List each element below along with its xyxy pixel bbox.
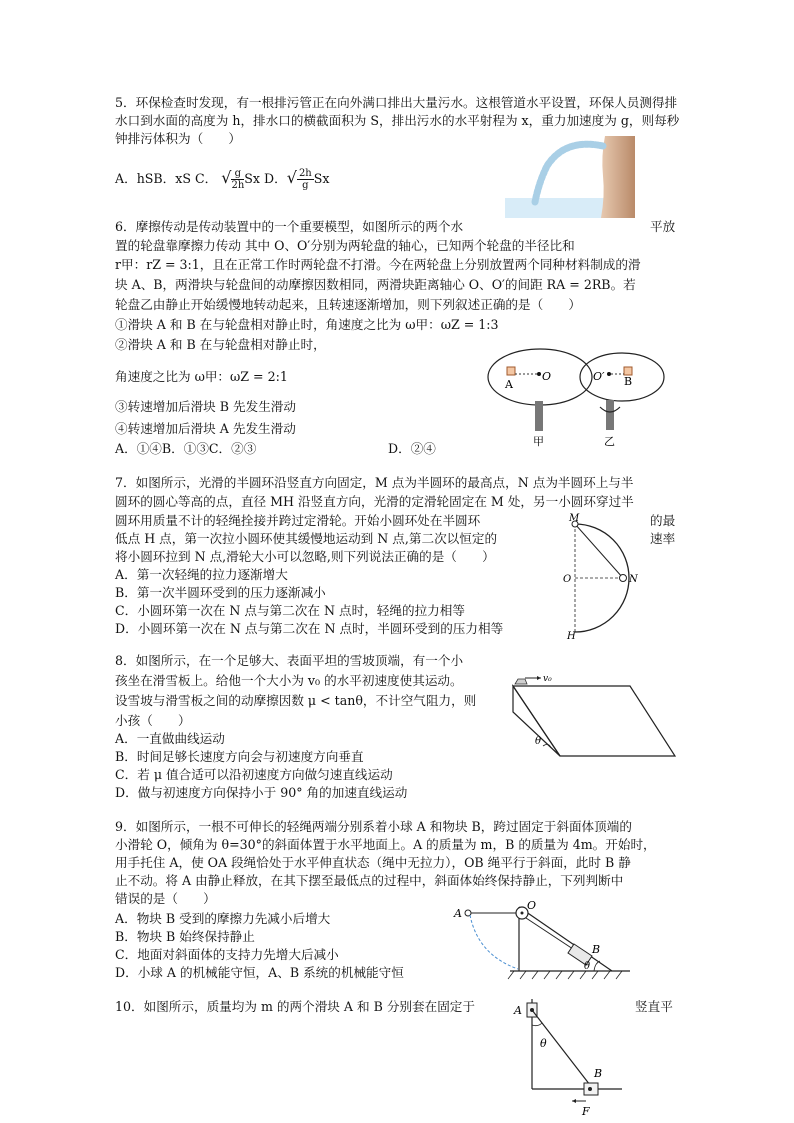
q5-optc-tail: Sx xyxy=(244,171,261,186)
q6-statement-1: ①滑块 A 和 B 在与轮盘相对静止时，角速度之比为 ω甲：ωZ = 1:3 xyxy=(115,317,499,332)
q5-optd-tail: Sx xyxy=(313,171,330,186)
q10-line1-a: 10．如图所示，质量均为 m 的两个滑块 A 和 B 分别套在固定于 xyxy=(115,999,475,1014)
q7-line3-b: 的最 xyxy=(650,513,676,528)
q5-optd-fraction xyxy=(297,168,314,191)
q6-statement-4: ④转速增加后滑块 A 先发生滑动 xyxy=(115,421,296,436)
q6-statement-3: ③转速增加后滑块 B 先发生滑动 xyxy=(115,399,296,414)
q5-options-ab: A．hSB．xS C． xyxy=(115,171,218,186)
q8-option-a: A．一直做曲线运动 xyxy=(115,731,225,746)
label-f: F xyxy=(582,1105,590,1118)
label-a: A xyxy=(505,378,513,391)
q6-line5: 轮盘乙由静止开始缓慢地转动起来，且转速逐渐增加，则下列叙述正确的是（ ） xyxy=(115,297,581,312)
wheel-jia xyxy=(488,349,592,405)
label-m: M xyxy=(569,513,580,524)
q9-line2: 小滑轮 O，倾角为 θ=30°的斜面体置于水平地面上。A 的质量为 m，B 的质量为 4m。开始时， xyxy=(115,837,656,852)
q6-option-d: D．②④ xyxy=(388,441,436,456)
q5-stem: 5．环保检查时发现，有一根排污管正在向外满口排出大量污水。这根管道水平设置，环保人员测得排水口到水面的高度为 h，排水口的横截面积为 S，排出污水的水平射程为 x，重力加速度为 g，则每秒钟排污体积为（ ） xyxy=(115,95,680,146)
q8-option-b: B．时间足够长速度方向会与初速度方向垂直 xyxy=(115,749,364,764)
q7-line3-a: 圆环用质量不计的轻绳拴接并跨过定滑轮。开始小圆环处在半圆环 xyxy=(115,513,481,528)
q8-line1: 8．如图所示，在一个足够大、表面平坦的雪坡顶端，有一个小 xyxy=(115,653,464,668)
q7-line1: 7．如图所示，光滑的半圆环沿竖直方向固定，M 点为半圆环的最高点，N 点为半圆环上与半 xyxy=(115,475,634,490)
q10-line1-b: 竖直平 xyxy=(635,999,673,1014)
axis-o2 xyxy=(607,372,611,376)
q6-statement-2: ②滑块 A 和 B 在与轮盘相对静止时， xyxy=(115,337,326,352)
label-h: H xyxy=(567,631,576,642)
q7-option-b: B．第一次半圆环受到的压力逐渐减小 xyxy=(115,585,326,600)
label-o: O xyxy=(542,370,552,383)
angle-arc xyxy=(543,744,551,748)
q5-optc-fraction xyxy=(231,168,244,191)
axis-o xyxy=(537,372,541,376)
q7-line4-b: 速率 xyxy=(650,531,676,546)
ground-hatch xyxy=(508,971,622,979)
angle-arc xyxy=(532,1023,542,1026)
label-b: B xyxy=(592,943,601,956)
q5-optd-den: g xyxy=(302,180,309,191)
arrow-head-icon xyxy=(572,1099,576,1103)
q5-optd-label: D． xyxy=(264,171,287,186)
shaft-jia xyxy=(535,401,543,431)
label-b: B xyxy=(624,375,633,388)
swing-path xyxy=(470,915,518,969)
rope xyxy=(575,524,623,578)
q7-line2: 圆环的圆心等高的点，直径 MH 沿竖直方向，光滑的定滑轮固定在 M 处，另一小圆环穿过半 xyxy=(115,494,634,509)
water-jet xyxy=(535,144,603,202)
arrow-head-icon xyxy=(537,676,541,680)
q5-optd-num: 2h xyxy=(298,168,312,179)
q9-line3: 用手托住 A，使 OA 段绳恰处于水平伸直状态（绳中无拉力），OB 绳平行于斜面，此时 B 静 xyxy=(115,855,631,870)
label-v0: v₀ xyxy=(543,674,552,684)
label-o: O xyxy=(527,899,537,912)
block-b xyxy=(624,367,632,375)
block-a xyxy=(507,367,515,375)
q5-pipe-figure xyxy=(505,136,635,218)
shaft-yi xyxy=(606,400,614,430)
q9-incline-figure xyxy=(452,897,642,987)
small-ring-icon xyxy=(620,575,627,582)
q6-wheels-figure xyxy=(485,345,675,457)
joint-b xyxy=(588,1087,592,1091)
rope-ob xyxy=(526,918,576,951)
q5-options xyxy=(115,168,329,191)
q5-optc-num: g xyxy=(231,168,244,180)
q10-slider-figure xyxy=(510,995,630,1120)
q7-option-c: C．小圆环第一次在 N 点与第二次在 N 点时，轻绳的拉力相等 xyxy=(115,603,465,618)
q6-statement-2b: 角速度之比为 ω甲：ωZ = 2:1 xyxy=(115,369,288,384)
label-jia: 甲 xyxy=(533,435,544,448)
q8-line3: 设雪坡与滑雪板之间的动摩擦因数 μ < tanθ，不计空气阻力，则 xyxy=(115,693,477,708)
q8-line2: 孩坐在滑雪板上。给他一个大小为 v₀ 的水平初速度使其运动。 xyxy=(115,673,463,688)
sqrt-icon: √ xyxy=(221,168,232,187)
label-theta: θ xyxy=(540,1037,547,1050)
q9-line5: 错误的是（ ） xyxy=(115,891,216,906)
label-b: B xyxy=(594,1067,603,1080)
q7-line4-a: 低点 H 点，第一次拉小圆环使其缓慢地运动到 N 点,第二次以恒定的 xyxy=(115,531,498,546)
label-a: A xyxy=(514,1004,522,1017)
label-theta: θ xyxy=(584,961,591,972)
sqrt-icon: √ xyxy=(286,168,297,187)
q6-line4: 块 A、B，两滑块与轮盘间的动摩擦因数相同，两滑块距离轴心 O、O′的间距 RA = 2RB。若 xyxy=(115,277,636,292)
q6-line3: r甲：rZ = 3:1，且在正常工作时两轮盘不打滑。今在两轮盘上分别放置两个同种材料制成的滑 xyxy=(115,257,641,272)
label-o2: O′ xyxy=(593,370,605,383)
q6-line2: 置的轮盘靠摩擦力传动 其中 O、O′分别为两轮盘的轴心，已知两个轮盘的半径比和 xyxy=(115,238,575,253)
label-n: N xyxy=(629,574,638,585)
label-yi: 乙 xyxy=(604,435,615,448)
q9-line1: 9．如图所示，一根不可伸长的轻绳两端分别系着小球 A 和物块 B，跨过固定于斜面体顶端的 xyxy=(115,819,632,834)
label-theta: θ xyxy=(535,736,542,747)
q8-option-c: C．若 μ 值合适可以沿初速度方向做匀速直线运动 xyxy=(115,767,393,782)
q6-line1-b: 平放 xyxy=(650,219,676,234)
q5-optc-den: 2h xyxy=(231,180,245,191)
q8-line4: 小孩（ ） xyxy=(115,713,191,728)
q9-option-d: D．小球 A 的机械能守恒，A、B 系统的机械能守恒 xyxy=(115,965,404,980)
q8-option-d: D．做与初速度方向保持小于 90° 角的加速直线运动 xyxy=(115,785,408,800)
q7-option-a: A．第一次轻绳的拉力逐渐增大 xyxy=(115,567,288,582)
pulley-center xyxy=(521,912,524,915)
q8-slope-figure xyxy=(505,668,685,760)
q6-line1-a: 6．摩擦传动是传动装置中的一个重要模型，如图所示的两个水 xyxy=(115,219,464,234)
q9-option-b: B．物块 B 始终保持静止 xyxy=(115,929,255,944)
label-a: A xyxy=(454,907,462,920)
q7-option-d: D．小圆环第一次在 N 点与第二次在 N 点时，半圆环受到的压力相等 xyxy=(115,621,504,636)
bank-wall xyxy=(601,136,635,218)
q9-option-a: A．物块 B 受到的摩擦力先减小后增大 xyxy=(115,911,331,926)
q9-option-c: C．地面对斜面体的支持力先增大后减小 xyxy=(115,947,339,962)
q6-line1 xyxy=(115,218,463,236)
incline-slope xyxy=(519,907,612,971)
q7-line5: 将小圆环拉到 N 点,滑轮大小可以忽略,则下列说法正确的是（ ） xyxy=(115,549,495,564)
q9-line4: 止不动。将 A 由静止释放，在其下摆至最低点的过程中，斜面体始终保持静止，下列判断中 xyxy=(115,873,624,888)
q6-options-abc: A．①④B．①③C．②③ xyxy=(115,441,257,456)
label-o: O xyxy=(563,574,572,585)
q7-ring-figure xyxy=(555,512,645,642)
child-on-sled-icon xyxy=(515,679,527,684)
